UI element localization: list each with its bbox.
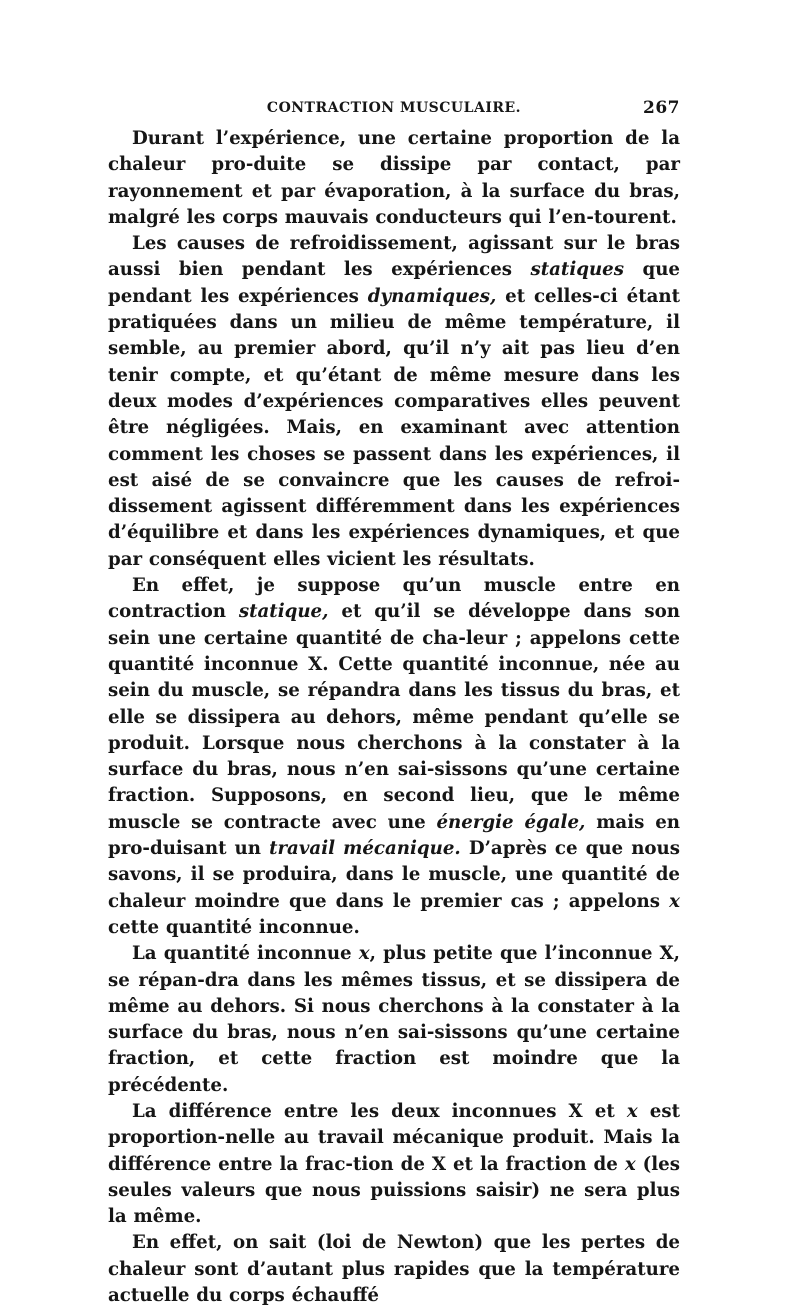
paragraph xyxy=(108,1099,680,1230)
text-run: En effet, je suppose qu’un muscle entre en contraction xyxy=(108,575,680,623)
text-run: mais en pro-duisant un xyxy=(108,811,680,860)
italic-text: statiques xyxy=(530,259,624,281)
text-run: En effet, on sait (loi de Newton) que les pertes de chaleur sont d’autant plus rapides que la température actuelle du corps échauffé xyxy=(108,1232,680,1307)
running-head xyxy=(108,96,680,122)
paragraph xyxy=(108,573,680,941)
text-run: D’après ce que nous savons, il se produira, dans le muscle, une quantité de chaleur moindre que dans le premier cas ; appelons xyxy=(108,838,681,912)
paragraph xyxy=(108,941,680,1099)
text-run: et qu’il se développe dans son sein une certaine quantité de cha-leur ; appelons cette quantité inconnue X. Cette quantité inconnue, née au sein du muscle, se répandra dans les tissus du bras, et elle se dissipera au dehors, même pendant qu’elle se produit. Lorsque nous cherchons à la constater à la surface du bras, nous n’en sai-sissons qu’une certaine fraction. Supposons, en second lieu, que le même muscle se contracte avec une xyxy=(108,601,680,833)
italic-text: x xyxy=(358,943,370,965)
italic-text: énergie égale, xyxy=(436,811,586,833)
italic-text: dynamiques, xyxy=(367,285,497,307)
text-run: (les seules valeurs que nous puissions saisir) ne sera plus la même. xyxy=(108,1153,680,1228)
page-number: 267 xyxy=(643,98,680,118)
running-title: CONTRACTION MUSCULAIRE. xyxy=(266,100,522,116)
body-text xyxy=(108,126,680,1309)
paragraph xyxy=(108,1230,680,1309)
paragraph xyxy=(108,126,680,231)
text-run: La quantité inconnue xyxy=(132,943,359,965)
text-run: Les causes de refroidissement, agissant sur le bras aussi bien pendant les expériences xyxy=(108,233,680,281)
text-run: cette quantité inconnue. xyxy=(108,916,360,938)
italic-text: x xyxy=(669,890,680,912)
italic-text: statique, xyxy=(238,601,329,623)
text-run: Durant l’expérience, une certaine proportion de la chaleur pro-duite se dissipe par contact, par rayonnement et par évaporation, à la surface du bras, malgré les corps mauvais conducteurs qui l’en-tourent. xyxy=(108,128,680,228)
italic-text: travail mécanique. xyxy=(269,838,461,860)
text-run: , plus petite que l’inconnue X, se répan-dra dans les mêmes tissus, et se dissipera de même au dehors. Si nous cherchons à la constater à la surface du bras, nous n’en sai-sissons qu’une certaine fraction, et cette fraction est moindre que la précédente. xyxy=(108,943,680,1096)
italic-text: x xyxy=(624,1153,636,1175)
book-page xyxy=(108,96,680,1309)
italic-text: x xyxy=(626,1100,638,1122)
paragraph xyxy=(108,231,680,573)
text-run: La différence entre les deux inconnues X et xyxy=(132,1100,627,1122)
text-run: et celles-ci étant pratiquées dans un milieu de même température, il semble, au premier abord, qu’il n’y ait pas lieu d’en tenir compte, et qu’étant de même mesure dans les deux modes d’expériences comparatives elles peuvent être négligées. Mais, en examinant avec attention comment les choses se passent dans les expériences, il est aisé de se convaincre que les causes de refroi-dissement agissent différemment dans les expériences d’équilibre et dans les expériences dynamiques, et que par conséquent elles vicient les résultats. xyxy=(108,285,681,570)
text-run: est proportion-nelle au travail mécanique produit. Mais la différence entre la frac-tion de X et la fraction de xyxy=(108,1100,680,1175)
text-run: que pendant les expériences xyxy=(108,259,680,307)
